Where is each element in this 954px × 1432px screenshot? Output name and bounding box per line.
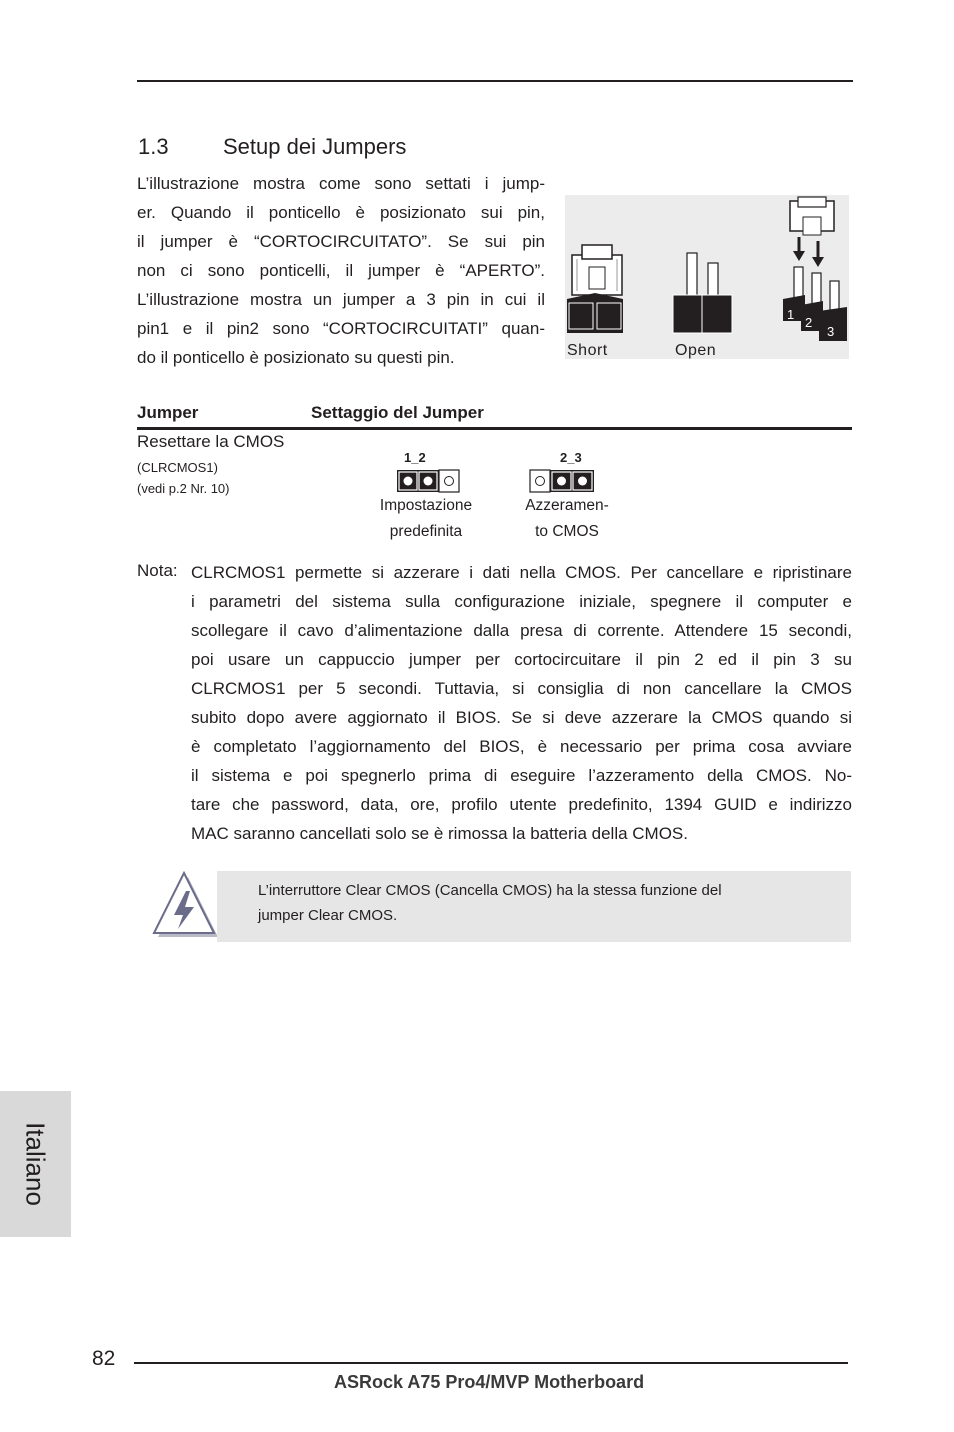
setting-caption-default xyxy=(361,493,491,545)
pin-number-3: 3 xyxy=(827,324,835,339)
note-line: il sistema e poi spegnerlo prima di eseguire l’azzeramento della CMOS. No- xyxy=(191,766,852,785)
pin-label-1-2: 1_2 xyxy=(404,450,426,465)
jumper-reference: (vedi p.2 Nr. 10) xyxy=(137,481,230,496)
setting-caption-clear xyxy=(502,493,632,545)
note-line: è completato l’aggiornamento del BIOS, è necessario per prima cosa avviare xyxy=(191,737,852,756)
note-line: poi usare un cappuccio jumper per cortocircuitare il pin 2 ed il pin 3 su xyxy=(191,650,852,669)
warning-icon xyxy=(150,871,220,939)
note-line: i parametri del sistema sulla configurazione iniziale, spegnere il computer e xyxy=(191,592,852,611)
pin-diagram-1-2 xyxy=(396,469,460,493)
table-header-rule xyxy=(137,427,852,430)
pin-number-1: 1 xyxy=(787,307,795,322)
pin-diagram-2-3 xyxy=(529,469,595,493)
intro-line: er. Quando il ponticello è posizionato sui pin, xyxy=(137,203,545,222)
caption-line: to CMOS xyxy=(535,523,599,540)
note-line: scollegare il cavo d’alimentazione dalla presa di corrente. Attendere 15 secondi, xyxy=(191,621,852,640)
page-number: 82 xyxy=(92,1347,116,1370)
note-body xyxy=(191,558,852,848)
intro-line: do il ponticello è posizionato su questi pin. xyxy=(137,348,455,367)
tip-text xyxy=(258,878,838,928)
jumper-illustration xyxy=(565,195,849,359)
short-label: Short xyxy=(567,342,608,359)
pin-number-2: 2 xyxy=(805,315,813,330)
language-tab-label: Italiano xyxy=(20,1122,51,1206)
three-pin-jumper-graphic xyxy=(783,197,847,341)
section-title: Setup dei Jumpers xyxy=(223,134,407,159)
intro-line: non ci sono ponticelli, il jumper è “APERTO”. xyxy=(137,261,545,280)
tip-line: jumper Clear CMOS. xyxy=(258,907,398,924)
intro-line: L’illustrazione mostra come sono settati i jump- xyxy=(137,174,545,193)
table-header-setting: Settaggio del Jumper xyxy=(311,403,484,422)
open-label: Open xyxy=(675,342,717,359)
caption-line: predefinita xyxy=(389,523,463,540)
intro-paragraph xyxy=(137,169,545,372)
footer-product-name: ASRock A75 Pro4/MVP Motherboard xyxy=(334,1372,645,1392)
note-line: CLRCMOS1 permette si azzerare i dati nella CMOS. Per cancellare e ripristinare xyxy=(191,563,852,582)
note-line: subito dopo avere aggiornato il BIOS. Se si deve azzerare la CMOS quando si xyxy=(191,708,852,727)
footer-rule xyxy=(134,1362,848,1364)
note-line: MAC saranno cancellati solo se è rimossa la batteria della CMOS. xyxy=(191,824,688,843)
section-number: 1.3 xyxy=(138,134,169,159)
table-header-jumper: Jumper xyxy=(137,403,199,422)
jumper-id: (CLRCMOS1) xyxy=(137,460,218,475)
pin-label-2-3: 2_3 xyxy=(560,450,582,465)
tip-line: L’interruttore Clear CMOS (Cancella CMOS) ha la stessa funzione del xyxy=(258,882,722,899)
intro-line: L’illustrazione mostra un jumper a 3 pin in cui il xyxy=(137,290,545,309)
caption-line: Azzeramen- xyxy=(525,497,609,514)
caption-line: Impostazione xyxy=(379,497,473,514)
note-line: CLRCMOS1 per 5 secondi. Tuttavia, si consiglia di non cancellare la CMOS xyxy=(191,679,852,698)
note-label: Nota: xyxy=(137,561,178,580)
header-rule xyxy=(137,80,853,82)
open-jumper-graphic xyxy=(673,253,732,333)
intro-line: il jumper è “CORTOCIRCUITATO”. Se sui pin xyxy=(137,232,545,251)
jumper-illustration-svg xyxy=(565,195,849,359)
intro-line: pin1 e il pin2 sono “CORTOCIRCUITATI” quan- xyxy=(137,319,545,338)
note-line: tare che password, data, ore, profilo utente predefinito, 1394 GUID e indirizzo xyxy=(191,795,852,814)
jumper-name: Resettare la CMOS xyxy=(137,432,285,451)
short-jumper-graphic xyxy=(567,245,623,333)
